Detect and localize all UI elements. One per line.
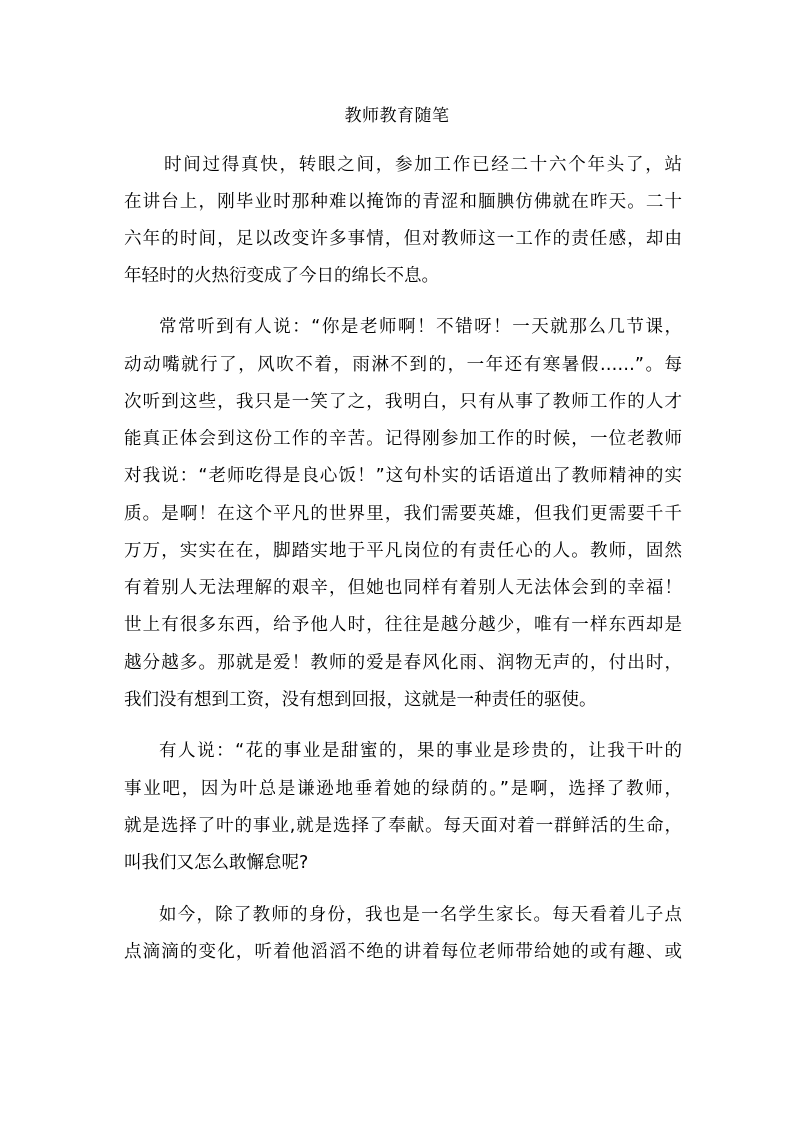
paragraph-2-line-1: 常常听到有人说：“你是老师啊！不错呀！一天就那么几节课，	[159, 317, 682, 337]
paragraph-2-line-2: 动动嘴就行了，风吹不着，雨淋不到的，一年还有寒暑假……”。每	[124, 355, 682, 375]
paragraph-1-line-3: 六年的时间，足以改变许多事情，但对教师这一工作的责任感，却由	[124, 229, 682, 249]
paragraph-3-line-2: 事业吧，因为叶总是谦逊地垂着她的绿荫的。”是啊，选择了教师，	[124, 779, 682, 799]
paragraph-2-line-11: 我们没有想到工资，没有想到回报，这就是一种责任的驱使。	[124, 690, 597, 710]
document-title: 教师教育随笔	[344, 106, 450, 126]
paragraph-3-line-1: 有人说：“花的事业是甜蜜的，果的事业是珍贵的，让我干叶的	[159, 741, 682, 761]
paragraph-3-line-3: 就是选择了叶的事业,就是选择了奉献。每天面对着一群鲜活的生命，	[124, 816, 682, 836]
paragraph-2-line-10: 越分越多。那就是爱！教师的爱是春风化雨、润物无声的，付出时，	[124, 653, 682, 673]
paragraph-2-line-6: 质。是啊！在这个平凡的世界里，我们需要英雄，但我们更需要千千	[124, 504, 682, 524]
paragraph-2-line-4: 能真正体会到这份工作的辛苦。记得刚参加工作的时候，一位老教师	[124, 429, 682, 449]
paragraph-2-line-9: 世上有很多东西，给予他人时，往往是越分越少，唯有一样东西却是	[124, 615, 682, 635]
paragraph-3-line-4: 叫我们又怎么敢懈怠呢?	[124, 853, 309, 873]
paragraph-1-line-4: 年轻时的火热衍变成了今日的绵长不息。	[124, 266, 439, 286]
paragraph-2-line-5: 对我说：“老师吃得是良心饭！”这句朴实的话语道出了教师精神的实	[124, 466, 682, 486]
paragraph-1-line-2: 在讲台上，刚毕业时那种难以掩饰的青涩和腼腆仿佛就在昨天。二十	[124, 192, 682, 212]
paragraph-2-line-7: 万万，实实在在，脚踏实地于平凡岗位的有责任心的人。教师，固然	[124, 541, 682, 561]
paragraph-2-line-8: 有着别人无法理解的艰辛，但她也同样有着别人无法体会到的幸福！	[124, 578, 682, 598]
paragraph-1-line-1: 时间过得真快，转眼之间，参加工作已经二十六个年头了，站	[164, 155, 682, 175]
paragraph-4-line-1: 如今，除了教师的身份，我也是一名学生家长。每天看着儿子点	[159, 905, 682, 925]
paragraph-4-line-2: 点滴滴的变化，听着他滔滔不绝的讲着每位老师带给她的或有趣、或	[124, 942, 682, 962]
paragraph-2-line-3: 次听到这些，我只是一笑了之，我明白，只有从事了教师工作的人才	[124, 392, 682, 412]
